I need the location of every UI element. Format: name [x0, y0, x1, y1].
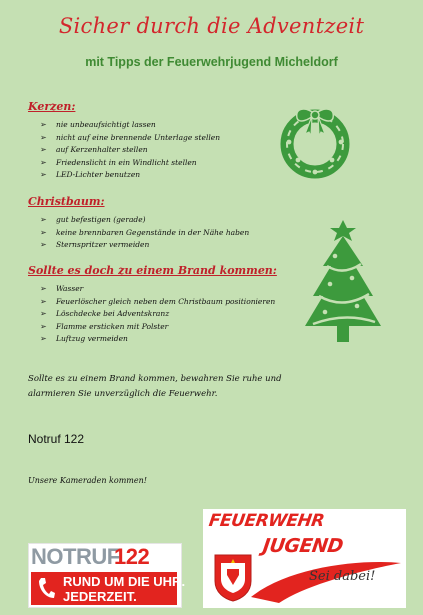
phone-icon [37, 576, 55, 600]
list-item-text: nie unbeaufsichtigt lassen [56, 120, 156, 129]
arrow-bullet-icon: ➢ [40, 284, 47, 293]
section-title: Kerzen: [28, 100, 76, 113]
list-item-text: Luftzug vermeiden [56, 334, 128, 343]
list-item [28, 169, 288, 182]
christmas-tree-icon [303, 218, 383, 348]
list-item [28, 321, 288, 334]
notruf-122-logo [28, 543, 186, 608]
list-item [28, 119, 288, 132]
arrow-bullet-icon: ➢ [40, 296, 47, 306]
list-item-text: Sternspritzer vermeiden [56, 240, 150, 249]
list-item [28, 308, 288, 321]
fj-logo-word1: FEUERWEHR [207, 511, 326, 531]
fire-brigade-shield-icon [213, 553, 253, 603]
tips-list [28, 214, 288, 252]
list-item-text: keine brennbaren Gegenstände in der Nähe haben [56, 227, 250, 237]
list-item-text: Friedenslicht in ein Windlicht stellen [56, 157, 197, 167]
notruf-logo-line2: JEDERZEIT. [63, 589, 137, 604]
list-item-text: auf Kerzenhalter stellen [56, 145, 148, 154]
section-title: Christbaum: [28, 195, 105, 208]
list-item [28, 296, 288, 309]
list-item [28, 214, 288, 227]
tips-list [28, 119, 288, 182]
list-item-text: Flamme ersticken mit Polster [56, 321, 169, 331]
list-item [28, 132, 288, 145]
list-item [28, 239, 288, 252]
arrow-bullet-icon: ➢ [40, 215, 47, 224]
list-item [28, 333, 288, 346]
closing-tagline: Unsere Kameraden kommen! [28, 476, 147, 485]
arrow-bullet-icon: ➢ [40, 120, 47, 129]
list-item-text: Wasser [56, 284, 84, 293]
section-title: Sollte es doch zu einem Brand kommen: [28, 264, 277, 277]
arrow-bullet-icon: ➢ [40, 309, 47, 318]
section-candles [28, 100, 288, 182]
arrow-bullet-icon: ➢ [40, 334, 47, 343]
notruf-logo-number: 122 [114, 544, 150, 569]
arrow-bullet-icon: ➢ [40, 157, 47, 167]
arrow-bullet-icon: ➢ [40, 145, 47, 154]
list-item-text: Feuerlöscher gleich neben dem Christbaum positionieren [56, 296, 276, 306]
list-item [28, 144, 288, 157]
fj-logo-slogan: Sei dabei! [309, 569, 376, 584]
tips-list [28, 283, 288, 346]
page-title: Sicher durch die Adventzeit [58, 14, 365, 38]
arrow-bullet-icon: ➢ [40, 132, 47, 142]
list-item-text: nicht auf eine brennende Unterlage stellen [56, 132, 221, 142]
section-christmas-tree [28, 195, 288, 252]
arrow-bullet-icon: ➢ [40, 170, 47, 179]
list-item-text: gut befestigen (gerade) [56, 215, 146, 224]
advent-wreath-icon [275, 100, 355, 180]
emergency-number: Notruf 122 [28, 432, 85, 446]
closing-text: Sollte es zu einem Brand kommen, bewahren Sie ruhe und alarmieren Sie unverzüglich die Feuerwehr. [28, 374, 282, 399]
fj-logo-word2: JUGEND [261, 535, 345, 557]
list-item [28, 157, 288, 170]
list-item-text: LED-Lichter benutzen [56, 170, 141, 179]
notruf-logo-line1: RUND UM DIE UHR. [63, 574, 186, 589]
arrow-bullet-icon: ➢ [40, 240, 47, 249]
page-subtitle: mit Tipps der Feuerwehrjugend Micheldorf [85, 55, 338, 69]
section-fire [28, 264, 288, 346]
list-item [28, 227, 288, 240]
arrow-bullet-icon: ➢ [40, 321, 47, 331]
feuerwehrjugend-logo [203, 509, 406, 608]
notruf-logo-word: NOTRUF [31, 544, 120, 569]
list-item [28, 283, 288, 296]
arrow-bullet-icon: ➢ [40, 227, 47, 237]
list-item-text: Löschdecke bei Adventskranz [56, 309, 170, 318]
